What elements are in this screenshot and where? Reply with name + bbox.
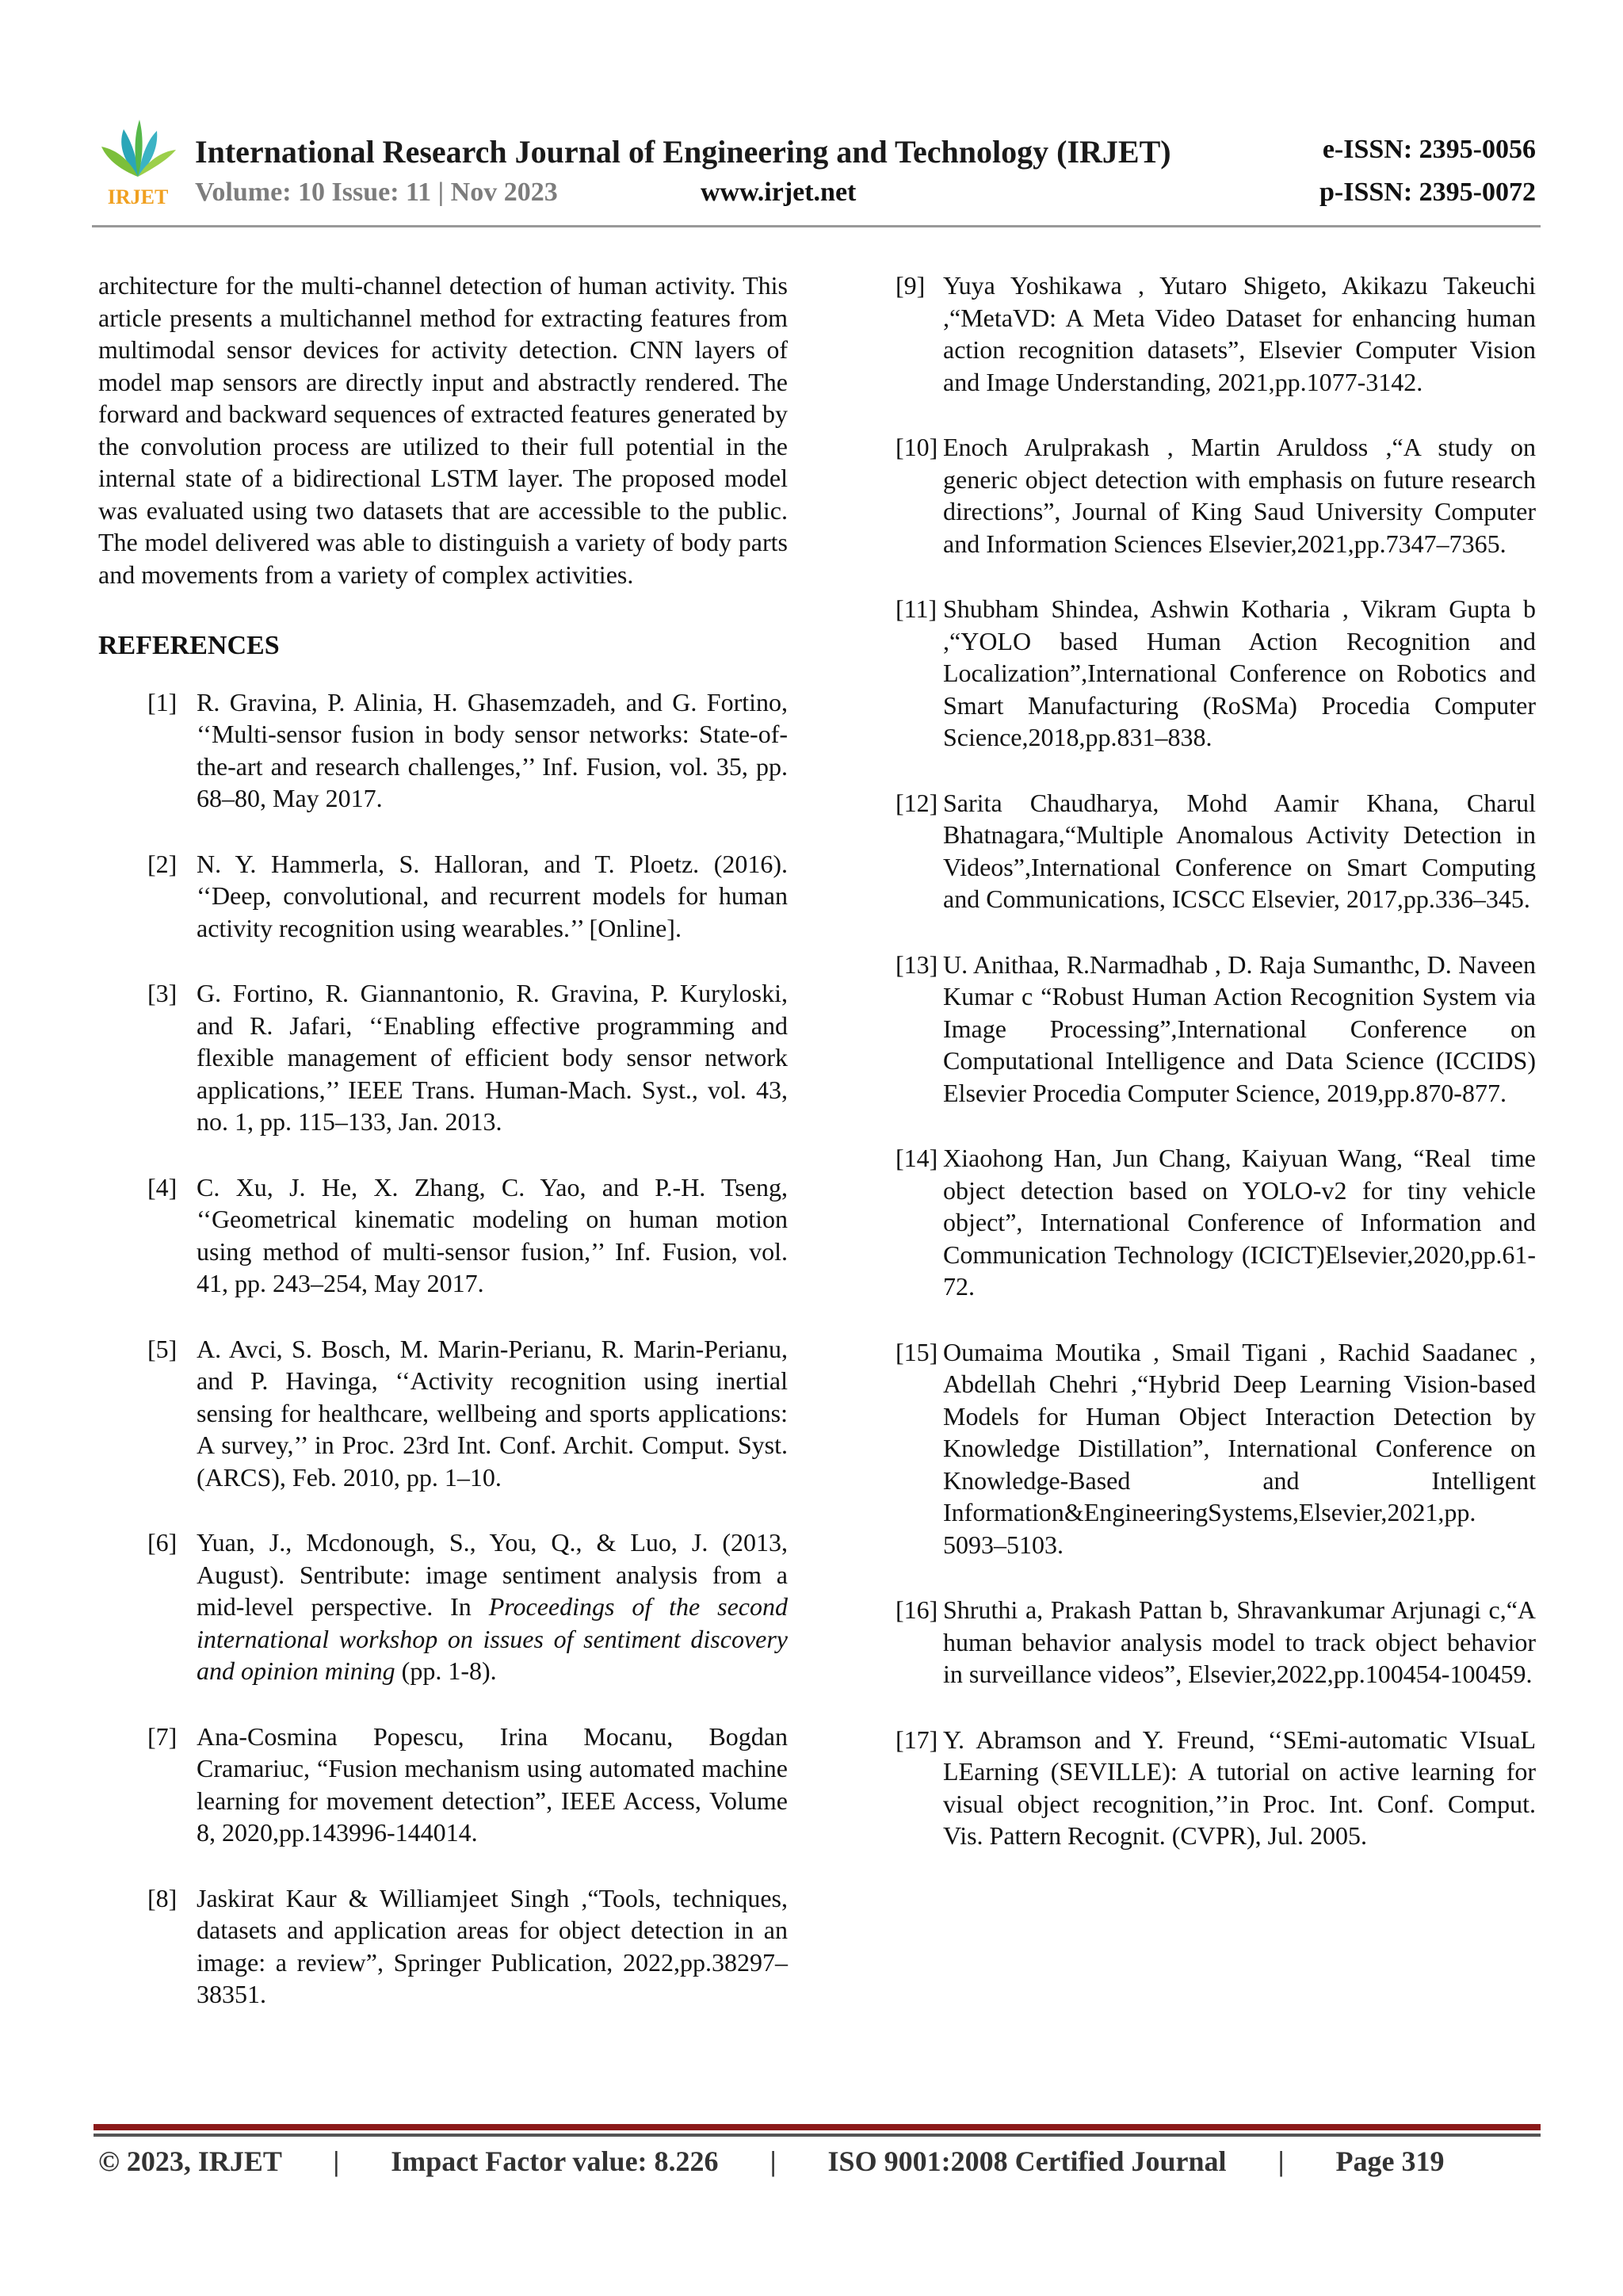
footer: [98, 2145, 1445, 2178]
footer-separator: |: [333, 2145, 340, 2177]
footer-separator: |: [1277, 2145, 1285, 2177]
irjet-logo: [94, 115, 182, 210]
reference-number: [2]: [147, 849, 178, 878]
footer-copyright: © 2023, IRJET: [98, 2145, 282, 2177]
reference-text: Shubham Shindea, Ashwin Kotharia , Vikram Gupta b ,“YOLO based Human Action Recognition and Localization”,International Conference on Robotics and Smart Manufacturing (RoSMa) Procedia Computer Science,2018,pp.831–838.: [943, 594, 1536, 751]
references-heading: REFERENCES: [98, 631, 280, 660]
reference-text: Ana-Cosmina Popescu, Irina Mocanu, Bogdan Cramariuc, “Fusion mechanism using automated machine learning for movement detection”, IEEE Access, Volume 8, 2020,pp.143996-144014.: [197, 1721, 788, 1847]
reference-number: [3]: [147, 979, 178, 1007]
p-issn: p-ISSN: 2395-0072: [1319, 178, 1536, 207]
left-column: [98, 269, 788, 2044]
logo-text: IRJET: [107, 185, 169, 208]
reference-number: [11]: [896, 594, 938, 623]
reference-number: [7]: [147, 1721, 178, 1751]
reference-item: [896, 787, 1536, 915]
reference-item: [98, 686, 788, 815]
reference-number: [10]: [896, 433, 938, 461]
reference-text-part: Yuan, J., Mcdonough, S., You, Q., & Luo, J. (2013, August). Sentribute: image sentiment analysis from a mid-level perspective. In: [197, 1528, 788, 1621]
reference-item: [98, 977, 788, 1138]
right-column: [896, 269, 1536, 1885]
footer-bar-thin: [94, 2134, 1541, 2137]
reference-number: [13]: [896, 949, 938, 979]
reference-item: [98, 1721, 788, 1849]
reference-item: [896, 593, 1536, 754]
reference-item: [896, 1142, 1536, 1303]
reference-number: [6]: [147, 1528, 178, 1557]
volume-issue: Volume: 10 Issue: 11 | Nov 2023: [195, 178, 558, 207]
footer-page-number: Page 319: [1335, 2145, 1445, 2177]
reference-number: [16]: [896, 1595, 938, 1624]
reference-item: [896, 431, 1536, 560]
footer-impact-factor: Impact Factor value: 8.226: [391, 2145, 719, 2177]
reference-item: [896, 949, 1536, 1110]
reference-number: [15]: [896, 1337, 938, 1366]
reference-number: [14]: [896, 1144, 938, 1172]
reference-text: U. Anithaa, R.Narmadhab , D. Raja Sumanthc, D. Naveen Kumar c “Robust Human Action Recognition System via Image Processing”,International Conference on Computational Intelligence and Data Science (ICCIDS) Elsevier Procedia Computer Science, 2019,pp.870-877.: [943, 949, 1536, 1107]
reference-text: Enoch Arulprakash , Martin Aruldoss ,“A study on generic object detection with emphasis on future research directions”, Journal of King Saud University Computer and Information Sciences Elsevier,2021,pp.7347–7365.: [943, 433, 1536, 558]
journal-title: International Research Journal of Engineering and Technology (IRJET): [195, 134, 1171, 170]
reference-item: [896, 1724, 1536, 1852]
footer-iso: ISO 9001:2008 Certified Journal: [827, 2145, 1227, 2177]
reference-item: [98, 1171, 788, 1300]
reference-number: [4]: [147, 1172, 178, 1201]
reference-text: A. Avci, S. Bosch, M. Marin-Perianu, R. Marin-Perianu, and P. Havinga, ‘‘Activity recognition using inertial sensing for healthcare, wellbeing and sports applications: A survey,’’ in Proc. 23rd Int. Conf. Archit. Comput. Syst. (ARCS), Feb. 2010, pp. 1–10.: [197, 1334, 788, 1492]
reference-text: G. Fortino, R. Giannantonio, R. Gravina, P. Kuryloski, and R. Jafari, ‘‘Enabling effective programming and flexible management of efficient body sensor network applications,’’ IEEE Trans. Human-Mach. Syst., vol. 43, no. 1, pp. 115–133, Jan. 2013.: [197, 979, 788, 1136]
reference-text: N. Y. Hammerla, S. Halloran, and T. Ploetz. (2016). ‘‘Deep, convolutional, and recurrent models for human activity recognition using wearables.’’ [Online].: [197, 849, 788, 942]
reference-text-part: (pp. 1-8).: [395, 1656, 497, 1685]
reference-text: Shruthi a, Prakash Pattan b, Shravankumar Arjunagi c,“A human behavior analysis model to track object behavior in surveillance videos”, Elsevier,2022,pp.100454-100459.: [943, 1595, 1536, 1688]
reference-item: [896, 269, 1536, 398]
header-divider: [92, 225, 1541, 227]
references-list-left: [98, 686, 788, 2011]
reference-text: R. Gravina, P. Alinia, H. Ghasemzadeh, and G. Fortino, ‘‘Multi-sensor fusion in body sensor networks: State-of-the-art and research challenges,’’ Inf. Fusion, vol. 35, pp. 68–80, May 2017.: [197, 687, 788, 812]
reference-number: [12]: [896, 788, 938, 817]
reference-item: [896, 1594, 1536, 1690]
reference-text: Jaskirat Kaur & Williamjeet Singh ,“Tools, techniques, datasets and application areas for object detection in an image: a review”, Springer Publication, 2022,pp.38297–38351.: [197, 1883, 788, 2008]
reference-text: Y. Abramson and Y. Freund, ‘‘SEmi-automatic VIsuaL LEarning (SEVILLE): A tutorial on active learning for visual object recognition,’’in Proc. Int. Conf. Comput. Vis. Pattern Recognit. (CVPR), Jul. 2005.: [943, 1725, 1536, 1850]
reference-proceedings-title: Proceedings of the second international workshop on issues of sentiment discovery and opinion mining: [197, 1592, 789, 1685]
reference-number: [8]: [147, 1883, 178, 1912]
intro-paragraph: architecture for the multi-channel detection of human activity. This article presents a multichannel method for extracting features from multimodal sensor devices for activity detection. CNN layers of model map sensors are directly input and abstractly rendered. The forward and backward sequences of extracted features generated by the convolution process are utilized to their full potential in the internal state of a bidirectional LSTM layer. The proposed model was evaluated using two datasets that are accessible to the public. The model delivered was able to distinguish a variety of body parts and movements from a variety of complex activities.: [98, 271, 788, 589]
reference-number: [1]: [147, 687, 178, 716]
reference-text: [197, 1526, 788, 1687]
reference-number: [9]: [896, 271, 926, 300]
reference-item: [98, 1882, 788, 2011]
reference-text: C. Xu, J. He, X. Zhang, C. Yao, and P.-H. Tseng, ‘‘Geometrical kinematic modeling on human motion using method of multi-sensor fusion,’’ Inf. Fusion, vol. 41, pp. 243–254, May 2017.: [197, 1172, 788, 1297]
reference-number: [5]: [147, 1334, 178, 1363]
logo-leaves-icon: [101, 120, 176, 177]
reference-text: Sarita Chaudharya, Mohd Aamir Khana, Charul Bhatnagara,“Multiple Anomalous Activity Detection in Videos”,International Conference on Smart Computing and Communications, ICSCC Elsevier, 2017,pp.336–345.: [943, 788, 1536, 913]
reference-item: [98, 1333, 788, 1494]
reference-item: [98, 848, 788, 945]
footer-separator: |: [769, 2145, 777, 2177]
reference-text: Oumaima Moutika , Smail Tigani , Rachid Saadanec , Abdellah Chehri ,“Hybrid Deep Learning Vision-based Models for Human Object Interaction Detection by Knowledge Distillation”, International Conference on Knowledge-Based and Intelligent Information&EngineeringSystems,Elsevier,2021,pp. 5093–5103.: [943, 1337, 1536, 1559]
website-link[interactable]: www.irjet.net: [701, 178, 857, 207]
references-list-right: [896, 269, 1536, 1852]
reference-item: [896, 1336, 1536, 1561]
e-issn: e-ISSN: 2395-0056: [1322, 135, 1536, 164]
reference-text: Xiaohong Han, Jun Chang, Kaiyuan Wang, “Real￾time object detection based on YOLO-v2 for tiny vehicle object”, International Conference of Information and Communication Technology (ICICT)Elsevier,2020,pp.61-72.: [943, 1144, 1536, 1301]
reference-number: [17]: [896, 1725, 938, 1754]
footer-bar: [94, 2124, 1541, 2130]
reference-item: [98, 1526, 788, 1687]
reference-text: Yuya Yoshikawa , Yutaro Shigeto, Akikazu Takeuchi ,“MetaVD: A Meta Video Dataset for enhancing human action recognition datasets”, Elsevier Computer Vision and Image Understanding, 2021,pp.1077-3142.: [943, 271, 1536, 396]
